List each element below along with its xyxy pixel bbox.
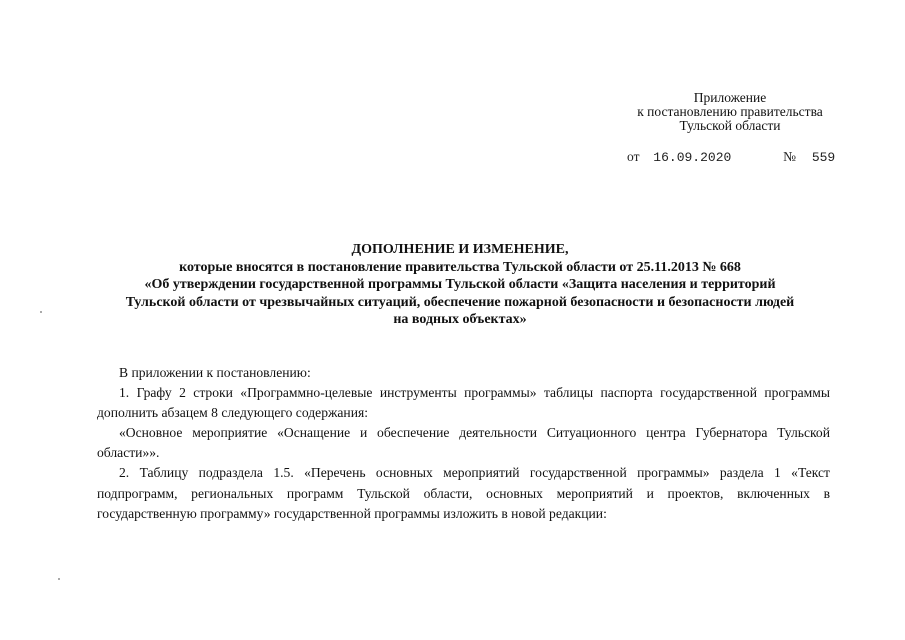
body-line: дополнить абзацем 8 следующего содержания: [97, 405, 368, 421]
title-line: Тульской области от чрезвычайных ситуаций, обеспечение пожарной безопасности и безопасности людей [125, 294, 795, 310]
title-line: на водных объектах» [393, 312, 527, 328]
body-line: подпрограмм, региональных программ Тульской области, основных мероприятий и проектов, включенных в [97, 485, 830, 501]
number-prefix: № [783, 149, 797, 164]
body-line: государственную программу» государственной программы изложить в новой редакции: [97, 505, 607, 521]
document-title [90, 241, 830, 329]
body-line: области»». [97, 445, 160, 461]
decree-number: 559 [811, 150, 836, 165]
body-line: В приложении к постановлению: [119, 365, 311, 380]
decree-date-number [627, 149, 835, 165]
appendix-label: Приложение [693, 90, 767, 105]
appendix-header [600, 91, 860, 133]
body-line: 2. Таблицу подраздела 1.5. «Перечень основных мероприятий государственной программы» раздела 1 «Текст [119, 465, 830, 481]
date-prefix: от [627, 149, 640, 164]
scan-speck [58, 578, 60, 580]
appendix-ref: к постановлению правительства [637, 104, 823, 119]
title-line: «Об утверждении государственной программы Тульской области «Защита населения и территорий [144, 277, 776, 293]
decree-date: 16.09.2020 [653, 150, 732, 165]
body-line: 1. Графу 2 строки «Программно-целевые инструменты программы» таблицы паспорта государственной программы [119, 385, 830, 401]
title-line: которые вносятся в постановление правительства Тульской области от 25.11.2013 № 668 [179, 259, 741, 275]
document-body [97, 363, 830, 524]
title-line: ДОПОЛНЕНИЕ И ИЗМЕНЕНИЕ, [351, 242, 569, 257]
scan-speck [40, 311, 42, 313]
body-line: «Основное мероприятие «Оснащение и обеспечение деятельности Ситуационного центра Губернатора Тульской [119, 425, 830, 441]
appendix-region: Тульской области [679, 118, 781, 133]
